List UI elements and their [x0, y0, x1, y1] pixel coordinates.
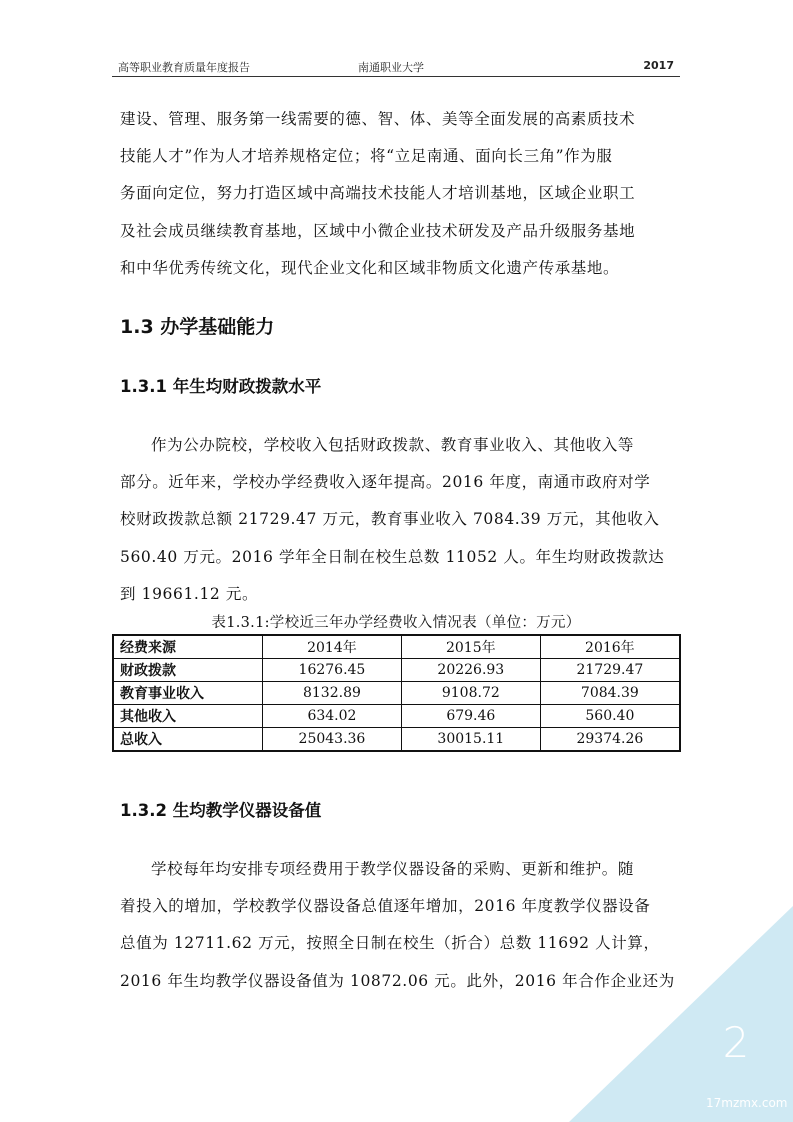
- row-label: 其他收入: [113, 705, 263, 728]
- table-cell: 21729.47: [540, 659, 680, 682]
- section-heading: 1.3 办学基础能力: [120, 316, 275, 338]
- text-line-last: 到 19661.12 元。: [120, 584, 259, 603]
- row-label: 教育事业收入: [113, 682, 263, 705]
- row-label: 总收入: [113, 728, 263, 752]
- page-number: 2: [722, 1018, 750, 1067]
- funding-table: [112, 634, 681, 752]
- text-line: 校财政拨款总额 21729.47 万元，教育事业收入 7084.39 万元，其他收入: [120, 510, 660, 529]
- table-cell: 9108.72: [401, 682, 540, 705]
- text-line: 学校每年均安排专项经费用于教学仪器设备的采购、更新和维护。随: [151, 860, 635, 878]
- table-row: [113, 728, 680, 752]
- table-cell: 679.46: [401, 705, 540, 728]
- subsection-heading-1-3-1: 1.3.1 年生均财政拨款水平: [120, 377, 322, 396]
- corner-triangle-decoration: [569, 906, 793, 1122]
- header-cell: 经费来源: [113, 635, 263, 659]
- corner-triangle-shape: [569, 906, 793, 1122]
- header-school-name: 南通职业大学: [358, 61, 424, 74]
- table-cell: 20226.93: [401, 659, 540, 682]
- header-cell: 2016年: [540, 635, 680, 659]
- watermark-text: 17mzmx.com: [706, 1096, 788, 1110]
- table-cell: 634.02: [263, 705, 402, 728]
- table-cell: 560.40: [540, 705, 680, 728]
- text-line: 着投入的增加，学校教学仪器设备总值逐年增加，2016 年度教学仪器设备: [120, 897, 651, 916]
- table-header-row: [113, 635, 680, 659]
- text-line: 560.40 万元。2016 学年全日制在校生总数 11052 人。年生均财政拨款达: [120, 547, 665, 566]
- table-cell: 7084.39: [540, 682, 680, 705]
- table-cell: 25043.36: [263, 728, 402, 752]
- intro-paragraph: [120, 101, 678, 287]
- text-line: 建设、管理、服务第一线需要的德、智、体、美等全面发展的高素质技术: [120, 110, 636, 128]
- header-divider: [112, 76, 680, 77]
- table-cell: 16276.45: [263, 659, 402, 682]
- table-row: [113, 682, 680, 705]
- text-line: 务面向定位，努力打造区域中高端技术技能人才培训基地，区域企业职工: [120, 184, 636, 203]
- funding-paragraph: [120, 427, 678, 613]
- header-report-title: 高等职业教育质量年度报告: [118, 61, 250, 74]
- header-cell: 2015年: [401, 635, 540, 659]
- header-cell: 2014年: [263, 635, 402, 659]
- page-header: [118, 57, 674, 75]
- table-cell: 29374.26: [540, 728, 680, 752]
- table-row: [113, 705, 680, 728]
- table-cell: 30015.11: [401, 728, 540, 752]
- text-line: 技能人才”作为人才培养规格定位；将“立足南通、面向长三角”作为服: [120, 147, 613, 166]
- table-caption: 表1.3.1:学校近三年办学经费收入情况表（单位：万元）: [211, 615, 581, 631]
- header-year: 2017: [643, 59, 674, 72]
- text-line-last: 和中华优秀传统文化，现代企业文化和区域非物质文化遗产传承基地。: [120, 258, 620, 277]
- text-line: 作为公办院校，学校收入包括财政拨款、教育事业收入、其他收入等: [151, 436, 635, 454]
- text-line: 部分。近年来，学校办学经费收入逐年提高。2016 年度，南通市政府对学: [120, 473, 651, 492]
- subsection-heading-1-3-2: 1.3.2 生均教学仪器设备值: [120, 801, 322, 820]
- row-label: 财政拨款: [113, 659, 263, 682]
- table-cell: 8132.89: [263, 682, 402, 705]
- text-line: 及社会成员继续教育基地，区域中小微企业技术研发及产品升级服务基地: [120, 221, 636, 240]
- text-line: 2016 年生均教学仪器设备值为 10872.06 元。此外，2016 年合作企业还为: [120, 971, 675, 990]
- table-row: [113, 659, 680, 682]
- text-line: 总值为 12711.62 万元，按照全日制在校生（折合）总数 11692 人计算，: [120, 934, 660, 953]
